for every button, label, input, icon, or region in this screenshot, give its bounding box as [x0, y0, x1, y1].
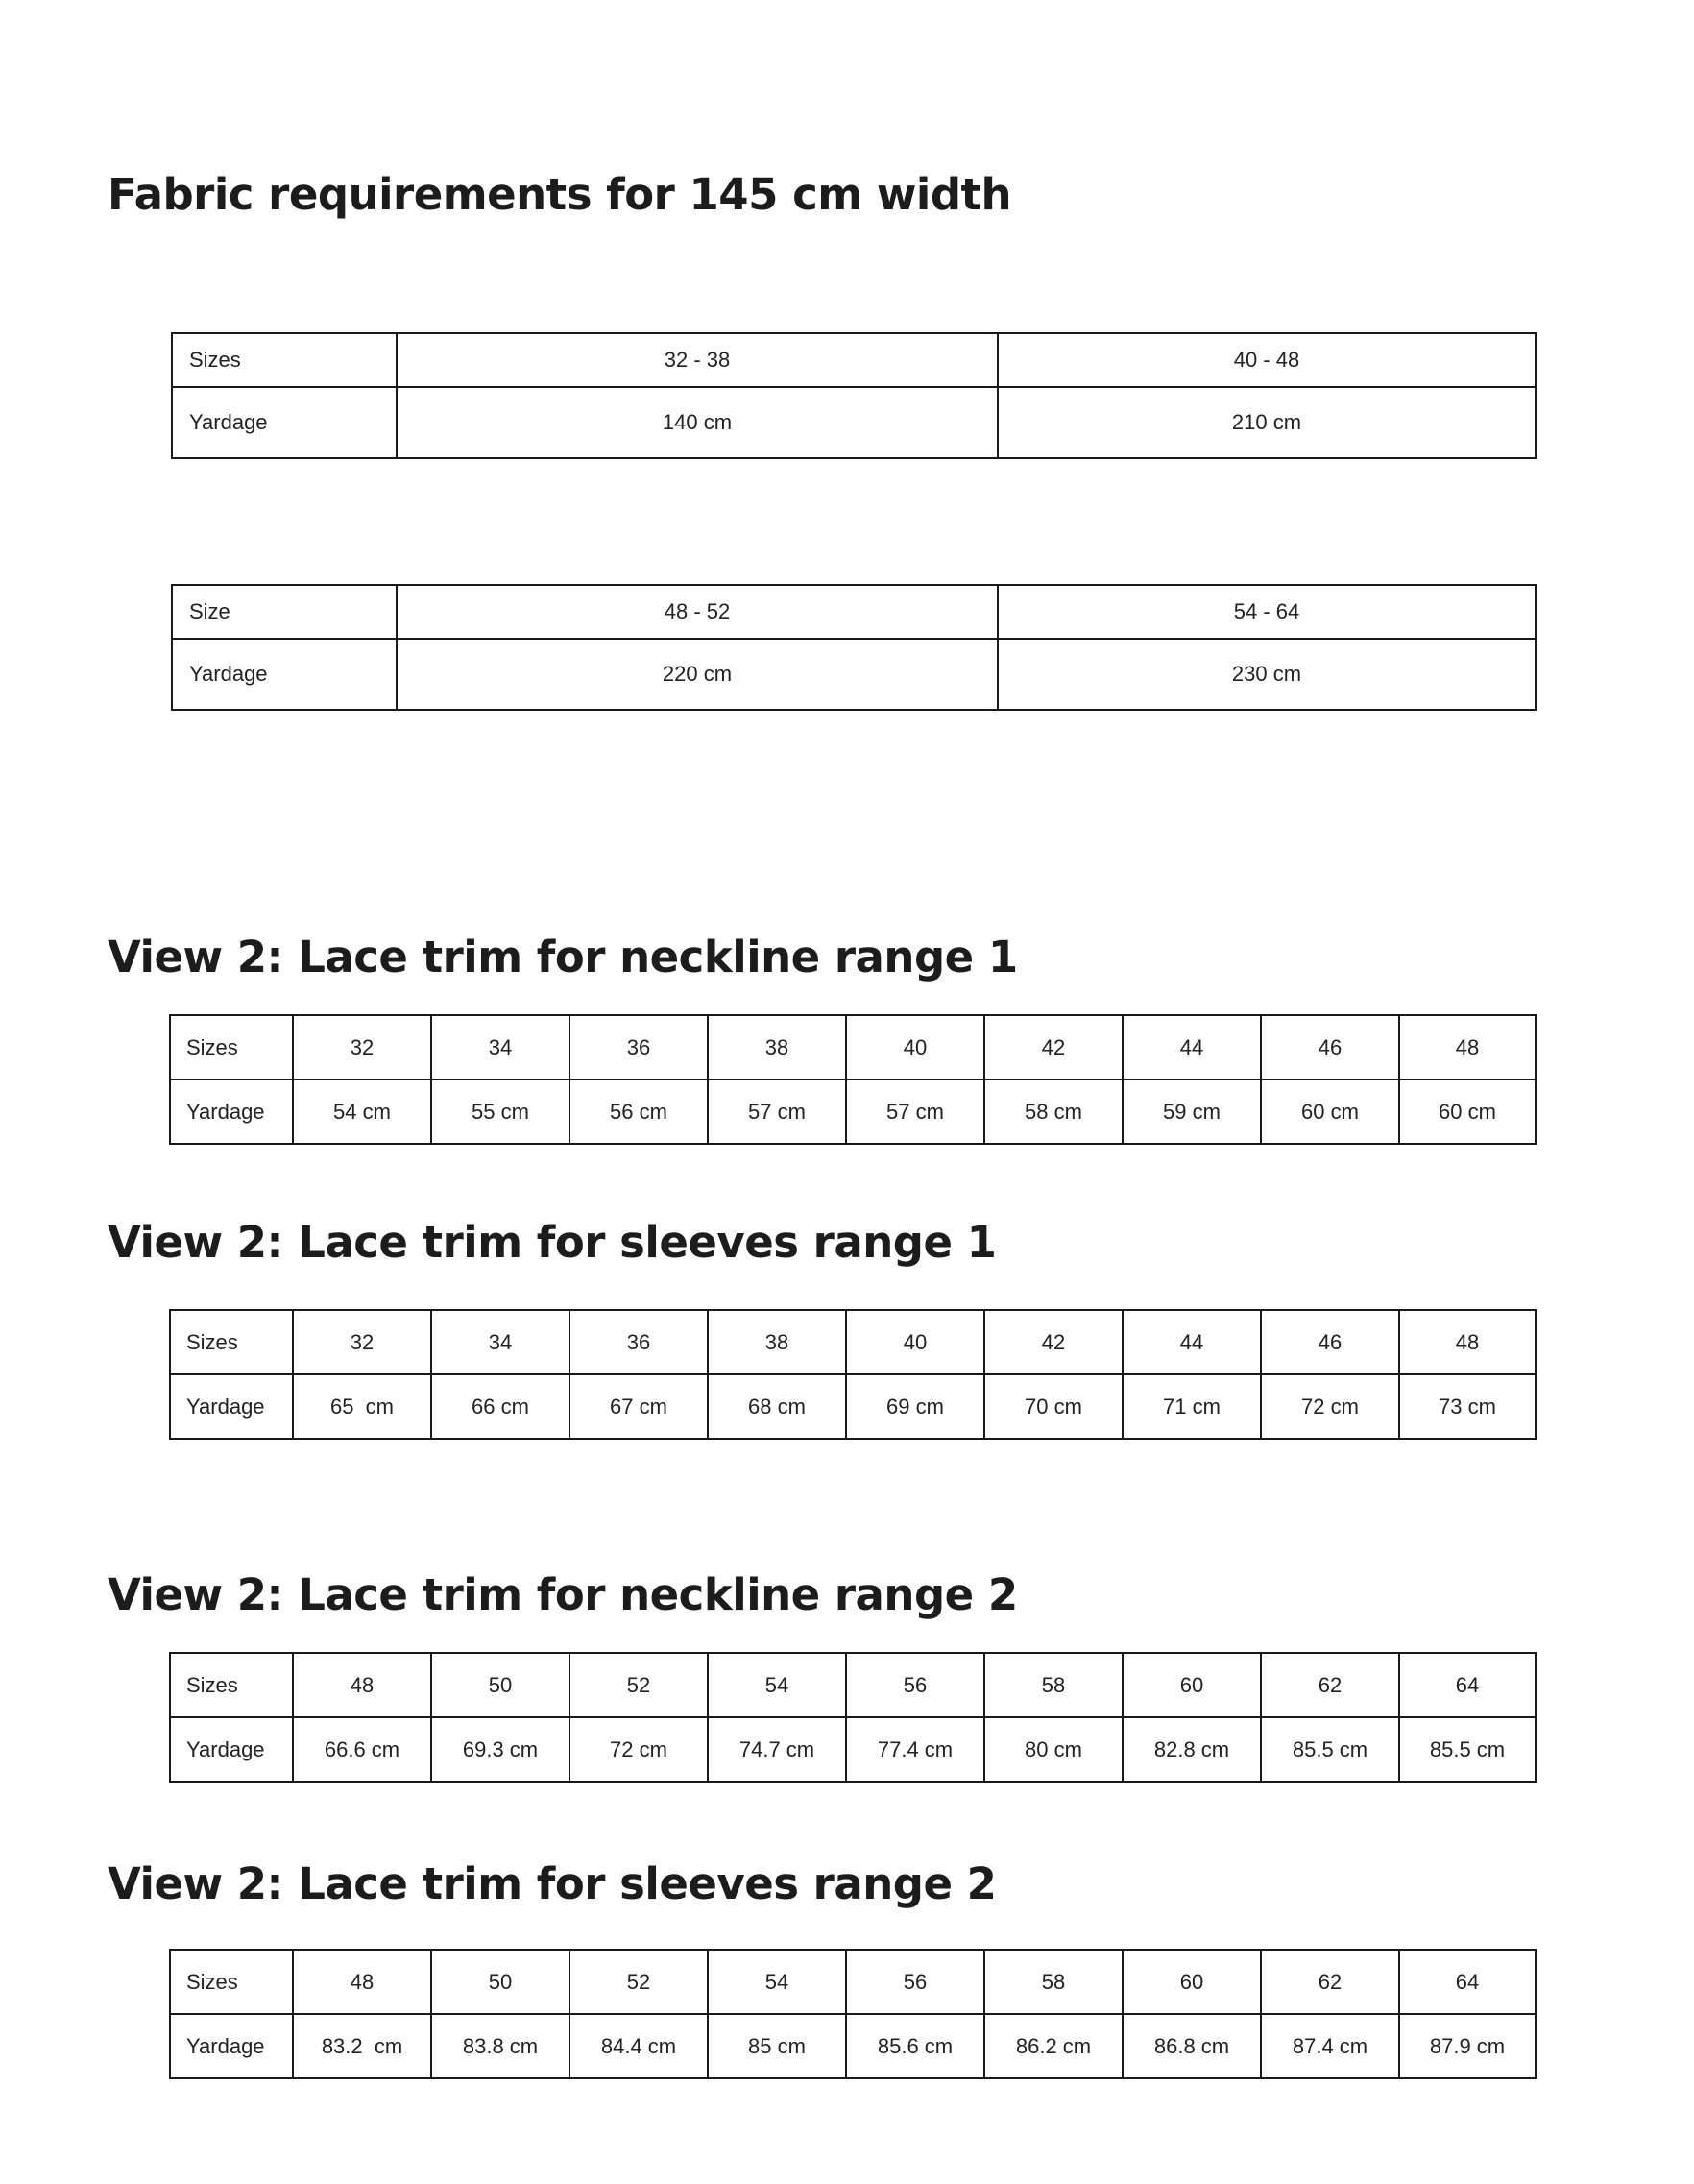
table-row	[172, 585, 1536, 639]
yardage-cell: 87.4 cm	[1261, 2014, 1399, 2078]
yardage-cell: 59 cm	[1123, 1080, 1261, 1144]
section-title: View 2: Lace trim for neckline range 1	[108, 932, 1018, 983]
row-label: Yardage	[170, 1717, 293, 1782]
lace-table-sleeves-range-1	[169, 1309, 1537, 1440]
yardage-cell: 73 cm	[1399, 1374, 1536, 1439]
fabric-table-1	[171, 332, 1537, 459]
size-cell: 32	[293, 1310, 431, 1374]
size-cell: 32 - 38	[397, 333, 998, 387]
yardage-cell: 68 cm	[708, 1374, 846, 1439]
yardage-cell: 66 cm	[431, 1374, 569, 1439]
size-cell: 52	[569, 1950, 708, 2014]
size-cell: 52	[569, 1653, 708, 1717]
row-label: Sizes	[170, 1950, 293, 2014]
yardage-cell: 67 cm	[569, 1374, 708, 1439]
fabric-table-2	[171, 584, 1537, 711]
size-cell: 36	[569, 1310, 708, 1374]
size-cell: 40	[846, 1310, 984, 1374]
table-row	[170, 1950, 1536, 2014]
yardage-cell: 58 cm	[984, 1080, 1123, 1144]
row-label: Yardage	[170, 2014, 293, 2078]
row-label: Yardage	[170, 1080, 293, 1144]
yardage-cell: 86.2 cm	[984, 2014, 1123, 2078]
yardage-cell: 220 cm	[397, 639, 998, 710]
size-cell: 60	[1123, 1950, 1261, 2014]
size-cell: 34	[431, 1015, 569, 1080]
yardage-cell: 69 cm	[846, 1374, 984, 1439]
yardage-cell: 77.4 cm	[846, 1717, 984, 1782]
yardage-cell: 71 cm	[1123, 1374, 1261, 1439]
yardage-cell: 56 cm	[569, 1080, 708, 1144]
row-label: Size	[172, 585, 397, 639]
size-cell: 58	[984, 1653, 1123, 1717]
yardage-cell: 54 cm	[293, 1080, 431, 1144]
table-row	[170, 1374, 1536, 1439]
row-label: Sizes	[170, 1015, 293, 1080]
size-cell: 50	[431, 1950, 569, 2014]
section-title: View 2: Lace trim for sleeves range 2	[108, 1858, 997, 1909]
fabric-title: Fabric requirements for 145 cm width	[108, 169, 1012, 220]
size-cell: 60	[1123, 1653, 1261, 1717]
table-row	[170, 1310, 1536, 1374]
size-cell: 48	[1399, 1015, 1536, 1080]
yardage-cell: 55 cm	[431, 1080, 569, 1144]
row-label: Sizes	[170, 1653, 293, 1717]
yardage-cell: 85.5 cm	[1261, 1717, 1399, 1782]
yardage-cell: 57 cm	[708, 1080, 846, 1144]
lace-table-sleeves-range-2	[169, 1949, 1537, 2079]
yardage-cell: 69.3 cm	[431, 1717, 569, 1782]
table-row	[170, 1080, 1536, 1144]
size-cell: 36	[569, 1015, 708, 1080]
size-cell: 46	[1261, 1015, 1399, 1080]
table-row	[170, 1717, 1536, 1782]
table-row	[170, 2014, 1536, 2078]
size-cell: 62	[1261, 1950, 1399, 2014]
table-row	[172, 333, 1536, 387]
row-label: Sizes	[172, 333, 397, 387]
table-row	[172, 387, 1536, 458]
size-cell: 48	[293, 1950, 431, 2014]
lace-table-neckline-range-1	[169, 1014, 1537, 1145]
yardage-cell: 70 cm	[984, 1374, 1123, 1439]
size-cell: 56	[846, 1653, 984, 1717]
size-cell: 46	[1261, 1310, 1399, 1374]
size-cell: 40	[846, 1015, 984, 1080]
size-cell: 44	[1123, 1310, 1261, 1374]
yardage-cell: 72 cm	[1261, 1374, 1399, 1439]
table-row	[170, 1653, 1536, 1717]
yardage-cell: 84.4 cm	[569, 2014, 708, 2078]
size-cell: 64	[1399, 1950, 1536, 2014]
yardage-cell: 66.6 cm	[293, 1717, 431, 1782]
size-cell: 48 - 52	[397, 585, 998, 639]
size-cell: 42	[984, 1015, 1123, 1080]
yardage-cell: 82.8 cm	[1123, 1717, 1261, 1782]
row-label: Yardage	[172, 639, 397, 710]
yardage-cell: 87.9 cm	[1399, 2014, 1536, 2078]
size-cell: 42	[984, 1310, 1123, 1374]
size-cell: 34	[431, 1310, 569, 1374]
size-cell: 48	[1399, 1310, 1536, 1374]
yardage-cell: 86.8 cm	[1123, 2014, 1261, 2078]
size-cell: 38	[708, 1015, 846, 1080]
yardage-cell: 57 cm	[846, 1080, 984, 1144]
yardage-cell: 60 cm	[1261, 1080, 1399, 1144]
section-title: View 2: Lace trim for sleeves range 1	[108, 1217, 997, 1268]
size-cell: 50	[431, 1653, 569, 1717]
size-cell: 56	[846, 1950, 984, 2014]
table-row	[172, 639, 1536, 710]
yardage-cell: 83.2 cm	[293, 2014, 431, 2078]
size-cell: 54	[708, 1950, 846, 2014]
yardage-cell: 210 cm	[998, 387, 1536, 458]
size-cell: 38	[708, 1310, 846, 1374]
yardage-cell: 72 cm	[569, 1717, 708, 1782]
yardage-cell: 83.8 cm	[431, 2014, 569, 2078]
size-cell: 44	[1123, 1015, 1261, 1080]
section-title: View 2: Lace trim for neckline range 2	[108, 1569, 1018, 1620]
size-cell: 32	[293, 1015, 431, 1080]
yardage-cell: 60 cm	[1399, 1080, 1536, 1144]
size-cell: 58	[984, 1950, 1123, 2014]
size-cell: 54 - 64	[998, 585, 1536, 639]
size-cell: 64	[1399, 1653, 1536, 1717]
yardage-cell: 85 cm	[708, 2014, 846, 2078]
yardage-cell: 74.7 cm	[708, 1717, 846, 1782]
row-label: Yardage	[170, 1374, 293, 1439]
yardage-cell: 80 cm	[984, 1717, 1123, 1782]
yardage-cell: 65 cm	[293, 1374, 431, 1439]
table-row	[170, 1015, 1536, 1080]
yardage-cell: 85.5 cm	[1399, 1717, 1536, 1782]
size-cell: 62	[1261, 1653, 1399, 1717]
lace-table-neckline-range-2	[169, 1652, 1537, 1783]
size-cell: 40 - 48	[998, 333, 1536, 387]
size-cell: 54	[708, 1653, 846, 1717]
row-label: Yardage	[172, 387, 397, 458]
yardage-cell: 140 cm	[397, 387, 998, 458]
yardage-cell: 85.6 cm	[846, 2014, 984, 2078]
size-cell: 48	[293, 1653, 431, 1717]
yardage-cell: 230 cm	[998, 639, 1536, 710]
row-label: Sizes	[170, 1310, 293, 1374]
